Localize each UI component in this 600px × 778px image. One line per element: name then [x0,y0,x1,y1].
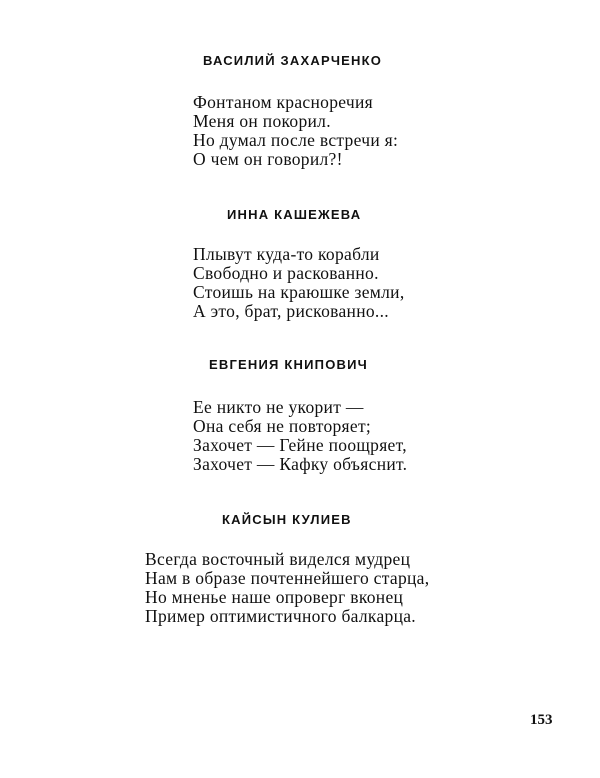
poem-line: Свободно и раскованно. [193,263,379,283]
author-heading: ЕВГЕНИЯ КНИПОВИЧ [209,357,368,372]
poem-line: Захочет — Кафку объяснит. [193,454,408,474]
epigram [193,245,405,321]
poem-line: А это, брат, рискованно... [193,301,389,321]
author-heading: КАЙСЫН КУЛИЕВ [222,512,352,527]
poem-line: Но мненье наше опроверг вконец [145,587,404,607]
poem-line: Пример оптимистичного балкарца. [145,606,416,626]
poem-line: Ее никто не укорит — [193,397,364,417]
poem-line: Нам в образе почтеннейшего старца, [145,568,430,588]
epigram [193,398,407,474]
epigram [193,93,398,169]
author-heading: ИННА КАШЕЖЕВА [227,207,362,222]
poem-line: О чем он говорил?! [193,149,343,169]
poem-line: Стоишь на краюшке земли, [193,282,405,302]
poem-line: Меня он покорил. [193,111,331,131]
page-number: 153 [530,712,553,728]
epigram [145,550,429,626]
poem-line: Захочет — Гейне поощряет, [193,435,407,455]
poem-line: Плывут куда-то корабли [193,244,380,264]
author-heading: ВАСИЛИЙ ЗАХАРЧЕНКО [203,53,383,68]
poem-line: Она себя не повторяет; [193,416,372,436]
poem-line: Всегда восточный виделся мудрец [145,549,411,569]
poem-line: Фонтаном красноречия [193,92,373,112]
poem-line: Но думал после встречи я: [193,130,399,150]
